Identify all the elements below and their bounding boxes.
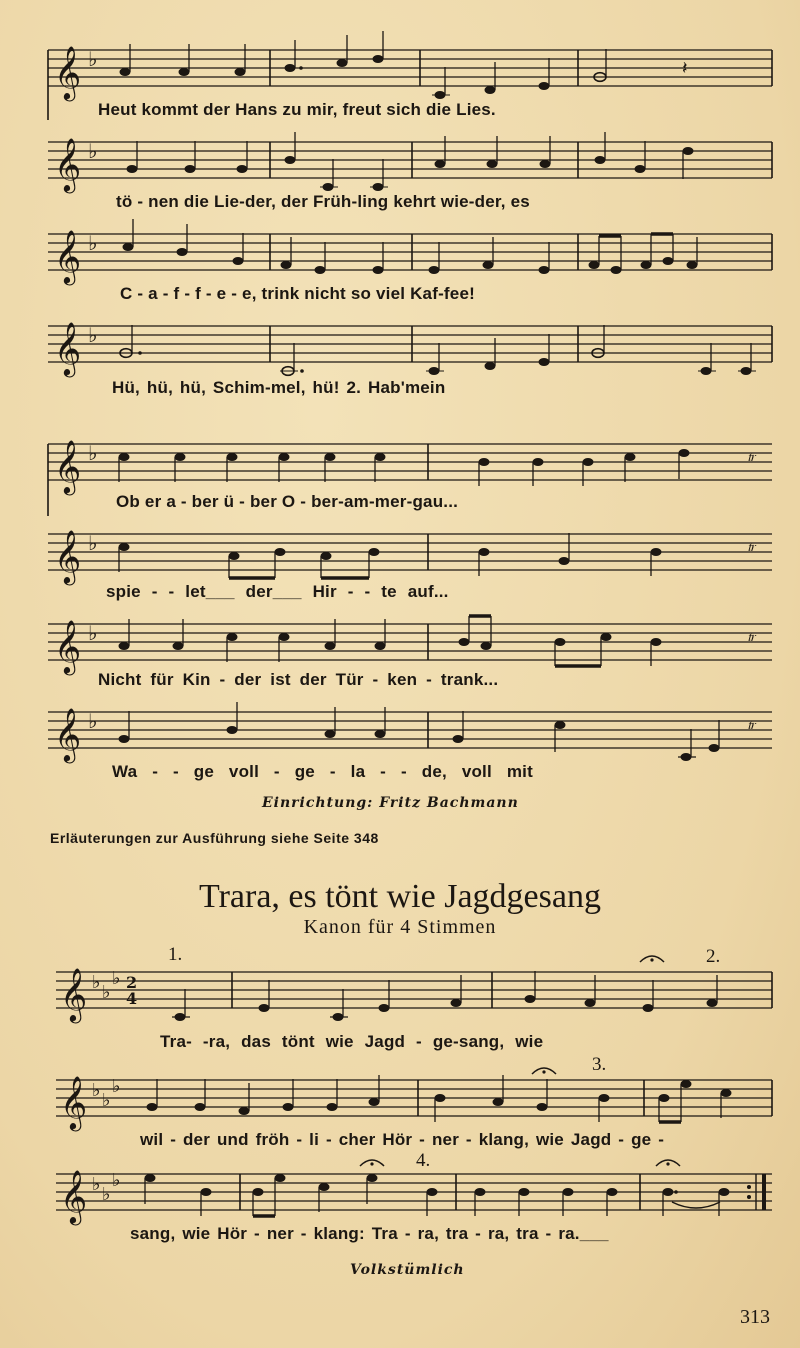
song-origin: Volkstümlich xyxy=(350,1262,465,1278)
svg-text:♭: ♭ xyxy=(88,231,98,255)
svg-text:𝄽: 𝄽 xyxy=(682,58,688,79)
canon-entry-1: 1. xyxy=(168,944,183,965)
svg-text:♭: ♭ xyxy=(102,982,111,1003)
canon-entry-3: 3. xyxy=(592,1054,607,1075)
staff-system-8 xyxy=(0,692,800,788)
lyric-line-6: spie - - let___ der___ Hir - - te auf... xyxy=(106,582,449,601)
performance-note: Erläuterungen zur Ausführung siehe Seite 348 xyxy=(50,830,379,846)
svg-text:2: 2 xyxy=(126,973,138,992)
svg-text:♭: ♭ xyxy=(88,139,98,163)
svg-text:𝆖: 𝆖 xyxy=(748,539,756,555)
svg-text:𝆖: 𝆖 xyxy=(748,449,756,465)
svg-text:♭: ♭ xyxy=(112,1170,121,1191)
staff-system-4 xyxy=(0,306,800,398)
svg-text:𝄞: 𝄞 xyxy=(54,137,82,191)
svg-text:♭: ♭ xyxy=(88,531,98,555)
lyric-line-7: Nicht für Kin - der ist der Tür - ken - trank... xyxy=(98,670,499,689)
svg-text:♭: ♭ xyxy=(92,972,101,993)
svg-text:♭: ♭ xyxy=(92,1080,101,1101)
svg-text:♭: ♭ xyxy=(88,441,98,465)
svg-text:𝄞: 𝄞 xyxy=(54,707,82,761)
canon-entry-4: 4. xyxy=(416,1150,431,1171)
staff-system-7 xyxy=(0,604,800,694)
svg-text:♭: ♭ xyxy=(112,968,121,989)
lyric-line-3: C - a - f - f - e - e, trink nicht so viel Kaf-fee! xyxy=(120,284,475,303)
svg-text:♭: ♭ xyxy=(102,1184,111,1205)
svg-text:𝄞: 𝄞 xyxy=(60,1075,88,1129)
svg-text:𝄞: 𝄞 xyxy=(54,45,82,99)
svg-text:♭: ♭ xyxy=(102,1090,111,1111)
song-subtitle: Kanon für 4 Stimmen xyxy=(303,916,497,938)
lyric-line-2: tö - nen die Lie-der, der Früh-ling kehrt wie-der, es xyxy=(116,192,530,211)
svg-text:𝄞: 𝄞 xyxy=(60,967,88,1021)
staff-system-6 xyxy=(0,514,800,604)
svg-text:𝄞: 𝄞 xyxy=(54,619,82,673)
staff-system-2 xyxy=(0,122,800,212)
staff-system-3 xyxy=(0,214,800,304)
svg-text:𝆖: 𝆖 xyxy=(748,629,756,645)
staff-system-10 xyxy=(0,1060,800,1160)
svg-text:♭: ♭ xyxy=(88,621,98,645)
staff-system-9 xyxy=(0,952,800,1062)
svg-text:4: 4 xyxy=(126,989,138,1008)
lyric-line-11: sang, wie Hör - ner - klang: Tra - ra, tra - ra, tra - ra.___ xyxy=(130,1224,609,1243)
svg-text:𝆖: 𝆖 xyxy=(748,717,756,733)
svg-text:♭: ♭ xyxy=(88,709,98,733)
svg-text:𝄞: 𝄞 xyxy=(54,439,82,493)
lyric-line-4: Hü, hü, hü, Schim-mel, hü! 2. Hab'mein xyxy=(112,378,446,397)
lyric-line-5: Ob er a - ber ü - ber O - ber-am-mer-gau... xyxy=(116,492,459,511)
svg-text:𝄞: 𝄞 xyxy=(54,529,82,583)
song-title: Trara, es tönt wie Jagdgesang xyxy=(199,878,601,915)
arrangement-credit: Einrichtung: Fritz Bachmann xyxy=(262,795,519,811)
lyric-line-8: Wa - - ge voll - ge - la - - de, voll mit xyxy=(112,762,533,781)
staff-system-1 xyxy=(0,30,800,120)
svg-text:♭: ♭ xyxy=(88,47,98,71)
svg-text:𝄞: 𝄞 xyxy=(54,321,82,375)
lyric-line-9: Tra- -ra, das tönt wie Jagd - ge-sang, wie xyxy=(160,1032,544,1051)
staff-system-5 xyxy=(0,424,800,516)
svg-text:𝄞: 𝄞 xyxy=(60,1169,88,1223)
svg-text:𝄞: 𝄞 xyxy=(54,229,82,283)
page-number: 313 xyxy=(740,1306,770,1328)
svg-text:♭: ♭ xyxy=(92,1174,101,1195)
staff-system-11 xyxy=(0,1154,800,1254)
lyric-line-10: wil - der und fröh - li - cher Hör - ner - klang, wie Jagd - ge - xyxy=(140,1130,665,1149)
lyric-line-1: Heut kommt der Hans zu mir, freut sich die Lies. xyxy=(98,100,496,119)
svg-text:♭: ♭ xyxy=(88,323,98,347)
canon-entry-2: 2. xyxy=(706,946,721,967)
svg-text:♭: ♭ xyxy=(112,1076,121,1097)
